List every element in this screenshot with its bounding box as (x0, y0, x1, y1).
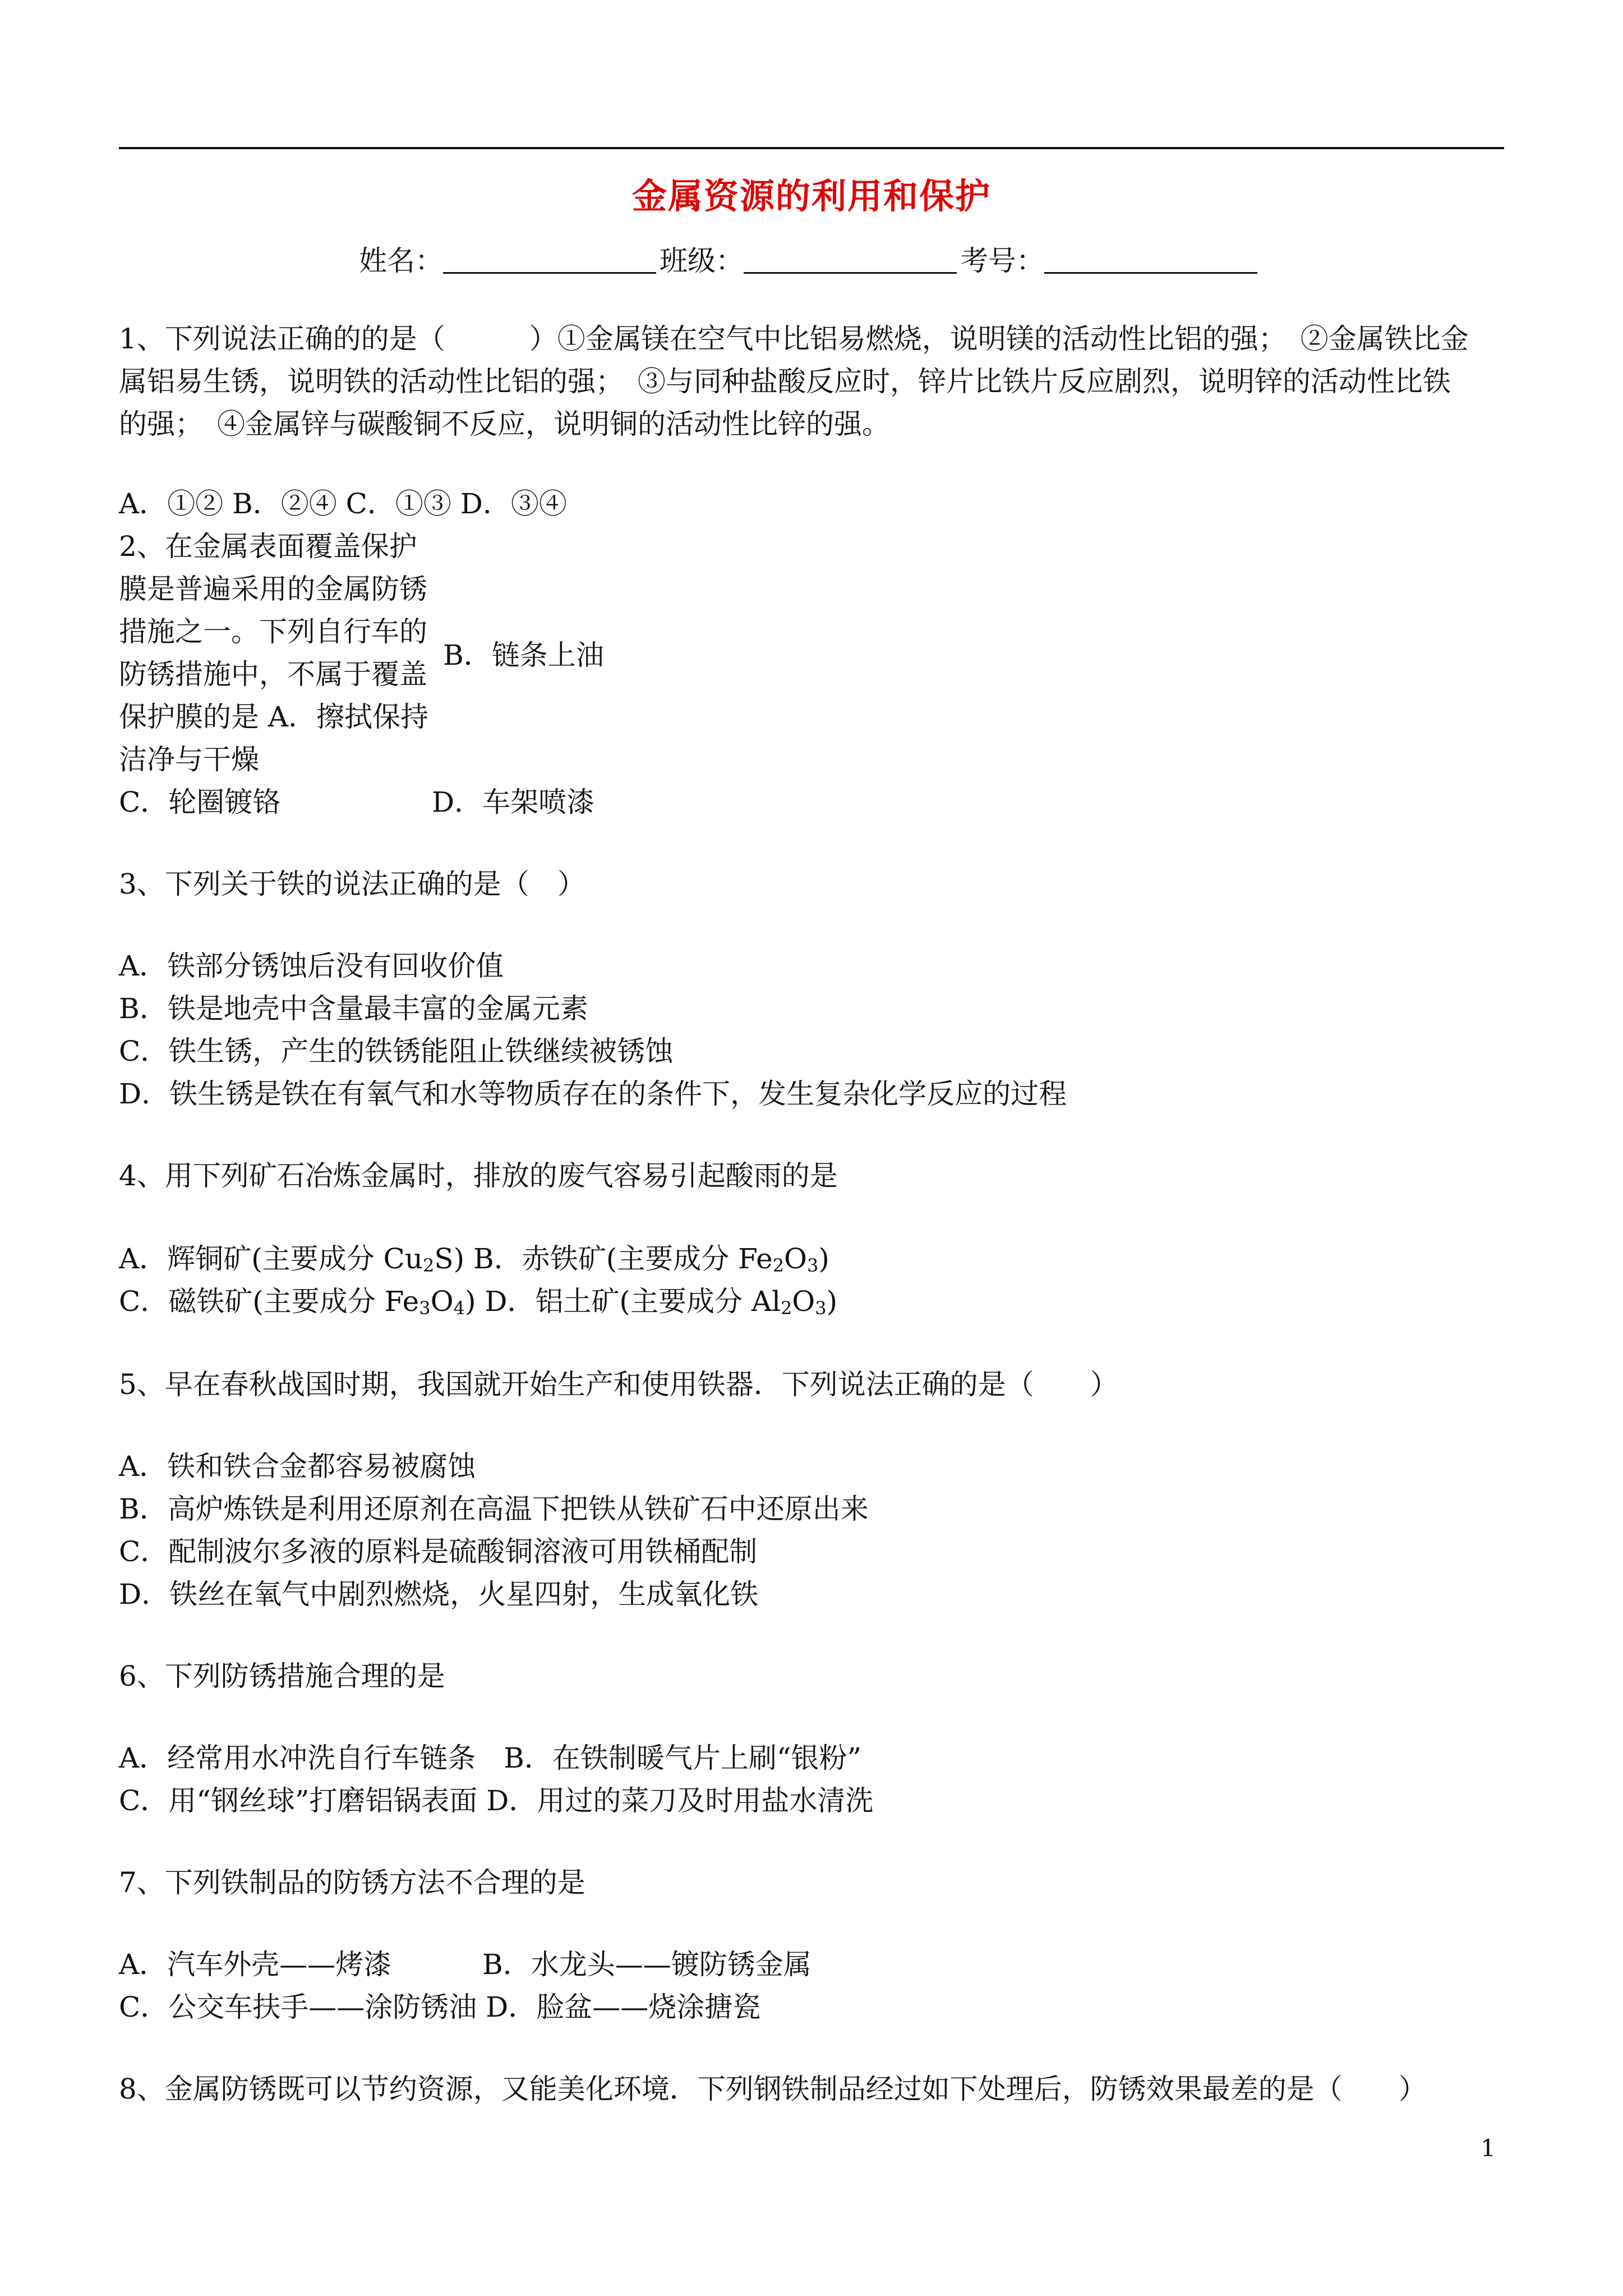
q2-option-d: D．车架喷漆 (432, 786, 595, 818)
q1-line-1: 1、下列说法正确的的是（ ）①金属镁在空气中比铝易燃烧，说明镁的活动性比铝的强； ②金属铁比金 (119, 323, 1469, 355)
q3-option-a: A．铁部分锈蚀后没有回收价值 (119, 950, 504, 982)
q4-b-sub1: 2 (772, 1255, 785, 1276)
q4-c-mid: O (430, 1285, 454, 1318)
q4-a-sub: 2 (422, 1255, 435, 1276)
name-label: 姓名： (359, 245, 443, 277)
q5-option-a: A．铁和铁合金都容易被腐蚀 (119, 1450, 476, 1483)
q4-d-sub2: 3 (815, 1297, 827, 1319)
q6-options-ab: A．经常用水冲洗自行车链条 B．在铁制暖气片上刷“银粉” (119, 1742, 861, 1774)
q4-b-sub2: 3 (807, 1255, 819, 1276)
q1-options: A．①② B．②④ C．①③ D．③④ (119, 487, 567, 520)
q3-option-c: C．铁生锈，产生的铁锈能阻止铁继续被锈蚀 (119, 1035, 674, 1068)
q5-stem: 5、早在春秋战国时期，我国就开始生产和使用铁器．下列说法正确的是（ ） (119, 1368, 1118, 1401)
exam-blank (1044, 247, 1257, 274)
header-rule (119, 147, 1504, 149)
q4-c-sub2: 4 (453, 1297, 465, 1319)
q4-d-mid: O (792, 1285, 815, 1318)
q1-line-3: 的强； ④金属锌与碳酸铜不反应，说明铜的活动性比锌的强。 (119, 408, 890, 440)
exam-label: 考号： (960, 245, 1044, 277)
q3-stem: 3、下列关于铁的说法正确的是（ ） (119, 868, 585, 900)
q4-c-post: ) (464, 1285, 476, 1318)
q7-option-b: B．水龙头——镀防锈金属 (482, 1948, 811, 1981)
q8-stem: 8、金属防锈既可以节约资源，又能美化环境．下列钢铁制品经过如下处理后，防锈效果最差的是（ ） (119, 2073, 1427, 2105)
q2-option-c: C．轮圈镀铬 (119, 786, 281, 818)
q7-stem: 7、下列铁制品的防锈方法不合理的是 (119, 1866, 585, 1899)
q2-option-b: B．链条上油 (443, 639, 604, 671)
class-label: 班级： (660, 245, 744, 277)
page-number: 1 (1481, 2134, 1496, 2162)
page-title: 金属资源的利用和保护 (631, 176, 991, 217)
q2-stem: 2、在金属表面覆盖保护膜是普遍采用的金属防锈措施之一。下列自行车的防锈措施中，不属于覆盖保护膜的是 A．擦拭保持洁净与干燥 (119, 530, 429, 776)
q4-b-pre: B．赤铁矿(主要成分 Fe (464, 1243, 773, 1275)
q7-options-cd: C．公交车扶手——涂防锈油 D．脸盆——烧涂搪瓷 (119, 1991, 761, 2023)
q4-d-pre: D．铝土矿(主要成分 Al (476, 1285, 781, 1318)
q4-b-post: ) (818, 1243, 829, 1275)
q5-option-b: B．高炉炼铁是利用还原剂在高温下把铁从铁矿石中还原出来 (119, 1493, 869, 1525)
q1-line-2: 属铝易生锈，说明铁的活动性比铝的强； ③与同种盐酸反应时，锌片比铁片反应剧烈，说明锌的活动性比铁 (119, 365, 1451, 398)
q4-options-cd (119, 1280, 837, 1323)
q4-b-mid: O (784, 1243, 808, 1275)
q6-options-cd: C．用“钢丝球”打磨铝锅表面 D．用过的菜刀及时用盐水清洗 (119, 1784, 874, 1817)
name-blank (443, 247, 656, 274)
student-info-line (359, 238, 1261, 279)
q4-stem: 4、用下列矿石冶炼金属时，排放的废气容易引起酸雨的是 (119, 1159, 838, 1192)
q4-d-sub1: 2 (780, 1297, 792, 1319)
q4-d-post: ) (826, 1285, 838, 1318)
q3-option-b: B．铁是地壳中含量最丰富的金属元素 (119, 992, 588, 1025)
q5-option-d: D．铁丝在氧气中剧烈燃烧，火星四射，生成氧化铁 (119, 1578, 759, 1611)
q4-a-post: S) (434, 1243, 465, 1275)
q4-c-pre: C．磁铁矿(主要成分 Fe (119, 1285, 419, 1318)
q5-option-c: C．配制波尔多液的原料是硫酸铜溶液可用铁桶配制 (119, 1535, 758, 1568)
q3-option-d: D．铁生锈是铁在有氧气和水等物质存在的条件下，发生复杂化学反应的过程 (119, 1078, 1067, 1110)
q6-stem: 6、下列防锈措施合理的是 (119, 1660, 445, 1692)
class-blank (744, 247, 957, 274)
q7-option-a: A．汽车外壳——烤漆 (119, 1948, 392, 1981)
q4-c-sub1: 3 (419, 1297, 431, 1319)
q4-a-pre: A．辉铜矿(主要成分 Cu (119, 1243, 423, 1275)
q4-options-ab (119, 1237, 829, 1280)
